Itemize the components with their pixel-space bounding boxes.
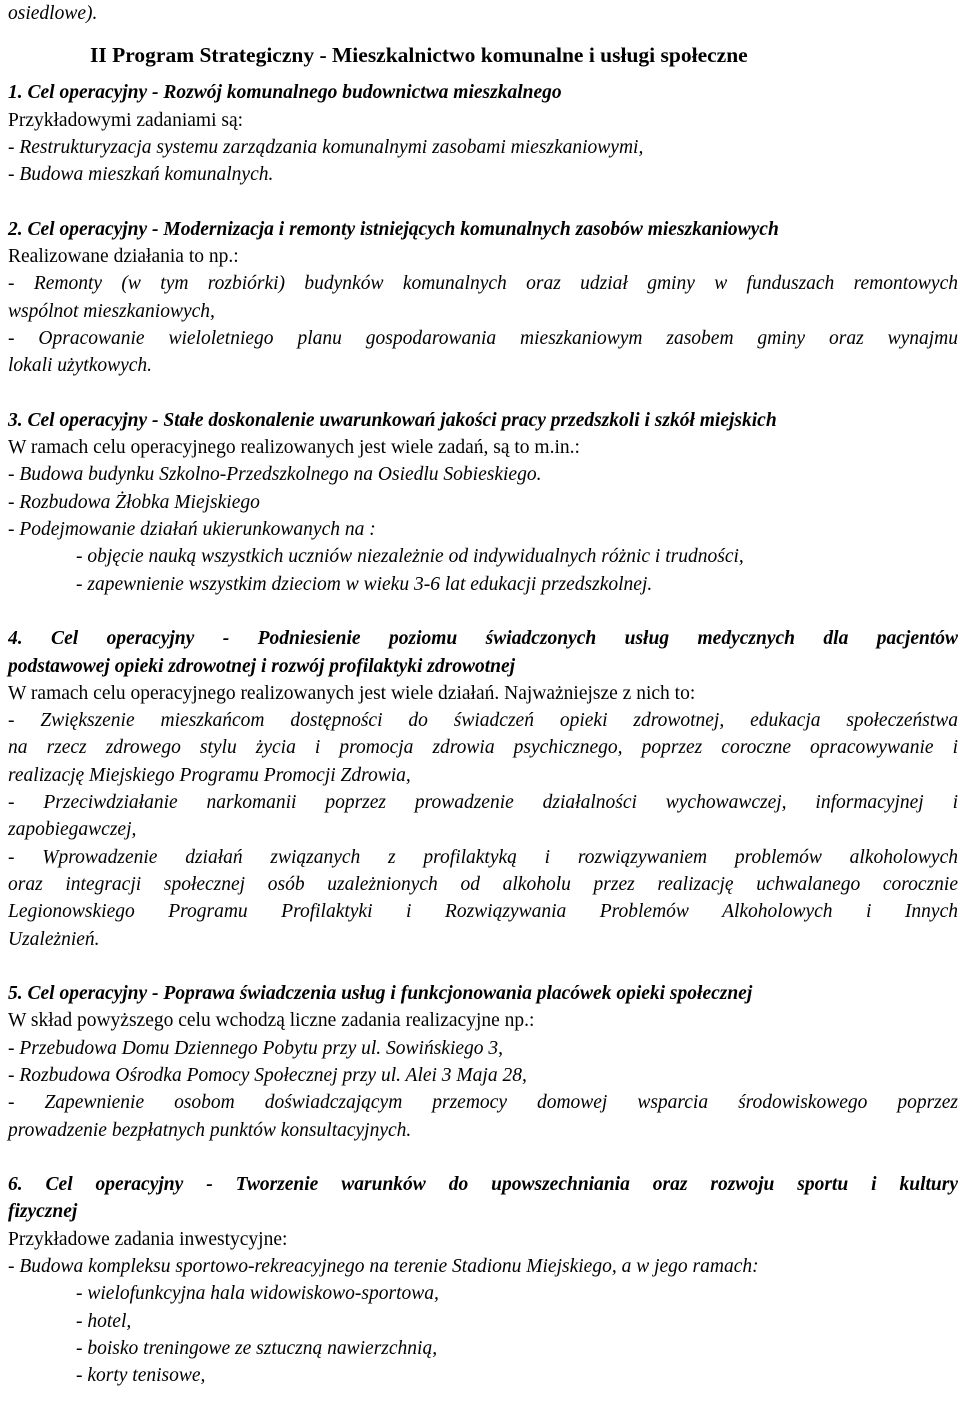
list-item: - Wprowadzenie działań związanych z profilaktyką i rozwiązywaniem problemów alkoholowych: [8, 846, 958, 868]
sub-list-item: - hotel,: [76, 1310, 132, 1332]
paragraph-gap: [8, 953, 958, 980]
list-item: - Podejmowanie działań ukierunkowanych na :: [8, 519, 376, 541]
list-item: - Budowa mieszkań komunalnych.: [8, 164, 274, 186]
program-title: II Program Strategiczny - Mieszkalnictwo komunalne i usługi społeczne: [90, 43, 748, 68]
list-item: wspólnot mieszkaniowych,: [8, 300, 215, 322]
list-item: Legionowskiego Programu Profilaktyki i Rozwiązywania Problemów Alkoholowych i Innych: [8, 901, 958, 923]
sub-list-item: - wielofunkcyjna hala widowiskowo-sportowa,: [76, 1283, 439, 1305]
sub-list-item: - zapewnienie wszystkim dzieciom w wieku 3-6 lat edukacji przedszkolnej.: [76, 573, 653, 595]
goal-heading: 3. Cel operacyjny - Stałe doskonalenie uwarunkowań jakości pracy przedszkoli i szkół miejskich: [8, 409, 777, 431]
goal-lead: W ramach celu operacyjnego realizowanych jest wiele działań. Najważniejsze z nich to:: [8, 682, 696, 704]
list-item: - Rozbudowa Żłobka Miejskiego: [8, 491, 260, 513]
intro-tail: osiedlowe).: [8, 3, 98, 24]
list-item: - Rozbudowa Ośrodka Pomocy Społecznej przy ul. Alei 3 Maja 28,: [8, 1064, 527, 1086]
goal-heading: 1. Cel operacyjny - Rozwój komunalnego budownictwa mieszkalnego: [8, 82, 562, 104]
goal-heading: 4. Cel operacyjny - Podniesienie poziomu świadczonych usług medycznych dla pacjentów: [8, 628, 958, 650]
paragraph-gap: [8, 598, 958, 625]
goal-heading: 2. Cel operacyjny - Modernizacja i remonty istniejących komunalnych zasobów mieszkaniowych: [8, 218, 779, 240]
goal-5: [8, 980, 958, 1144]
goal-heading: 6. Cel operacyjny - Tworzenie warunków do upowszechniania oraz rozwoju sportu i kultury: [8, 1174, 958, 1196]
list-item: zapobiegawczej,: [8, 819, 137, 841]
sub-list-item: - boisko treningowe ze sztuczną nawierzchnią,: [76, 1337, 438, 1359]
list-item: - Przebudowa Domu Dziennego Pobytu przy ul. Sowińskiego 3,: [8, 1037, 504, 1059]
paragraph-gap: [8, 380, 958, 407]
goal-2: [8, 216, 958, 380]
list-item: Uzależnień.: [8, 928, 100, 950]
goal-lead: W ramach celu operacyjnego realizowanych jest wiele zadań, są to m.in.:: [8, 437, 580, 459]
goal-3: [8, 407, 958, 598]
goal-heading-continued: podstawowej opieki zdrowotnej i rozwój profilaktyki zdrowotnej: [8, 655, 516, 677]
list-item: oraz integracji społecznej osób uzależnionych od alkoholu przez realizację uchwalanego corocznie: [8, 873, 958, 895]
list-item: lokali użytkowych.: [8, 355, 153, 377]
goal-heading: 5. Cel operacyjny - Poprawa świadczenia usług i funkcjonowania placówek opieki społecznej: [8, 983, 753, 1005]
goal-lead: Przykładowymi zadaniami są:: [8, 109, 244, 131]
paragraph-gap: [8, 188, 958, 215]
goal-lead: Realizowane działania to np.:: [8, 246, 239, 268]
goal-6: [8, 1171, 958, 1389]
sub-list-item: - korty tenisowe,: [76, 1365, 206, 1387]
list-item: - Opracowanie wieloletniego planu gospodarowania mieszkaniowym zasobem gminy oraz wynajmu: [8, 327, 958, 349]
list-item: - Budowa kompleksu sportowo-rekreacyjnego na terenie Stadionu Miejskiego, a w jego ramach:: [8, 1256, 759, 1278]
list-item: - Zapewnienie osobom doświadczającym przemocy domowej wsparcia środowiskowego poprzez: [8, 1092, 958, 1114]
goal-1: [8, 79, 958, 188]
list-item: realizację Miejskiego Programu Promocji Zdrowia,: [8, 764, 411, 786]
list-item: prowadzenie bezpłatnych punktów konsultacyjnych.: [8, 1119, 412, 1141]
list-item: - Remonty (w tym rozbiórki) budynków komunalnych oraz udział gminy w funduszach remontowych: [8, 273, 958, 295]
paragraph-gap: [8, 1144, 958, 1171]
document-page: [8, 0, 958, 1390]
sub-list-item: - objęcie nauką wszystkich uczniów niezależnie od indywidualnych różnic i trudności,: [76, 546, 744, 568]
list-item: - Przeciwdziałanie narkomanii poprzez prowadzenie działalności wychowawczej, informacyjnej i: [8, 792, 958, 814]
goal-heading-continued: fizycznej: [8, 1201, 78, 1223]
goal-4: [8, 625, 958, 953]
goal-lead: W skład powyższego celu wchodzą liczne zadania realizacyjne np.:: [8, 1010, 535, 1032]
goal-lead: Przykładowe zadania inwestycyjne:: [8, 1228, 288, 1250]
list-item: - Restrukturyzacja systemu zarządzania komunalnymi zasobami mieszkaniowymi,: [8, 136, 644, 158]
list-item: - Budowa budynku Szkolno-Przedszkolnego na Osiedlu Sobieskiego.: [8, 464, 542, 486]
list-item: na rzecz zdrowego stylu życia i promocja zdrowia psychicznego, poprzez coroczne opracowywanie i: [8, 737, 958, 759]
list-item: - Zwiększenie mieszkańcom dostępności do świadczeń opieki zdrowotnej, edukacja społeczeństwa: [8, 710, 958, 732]
